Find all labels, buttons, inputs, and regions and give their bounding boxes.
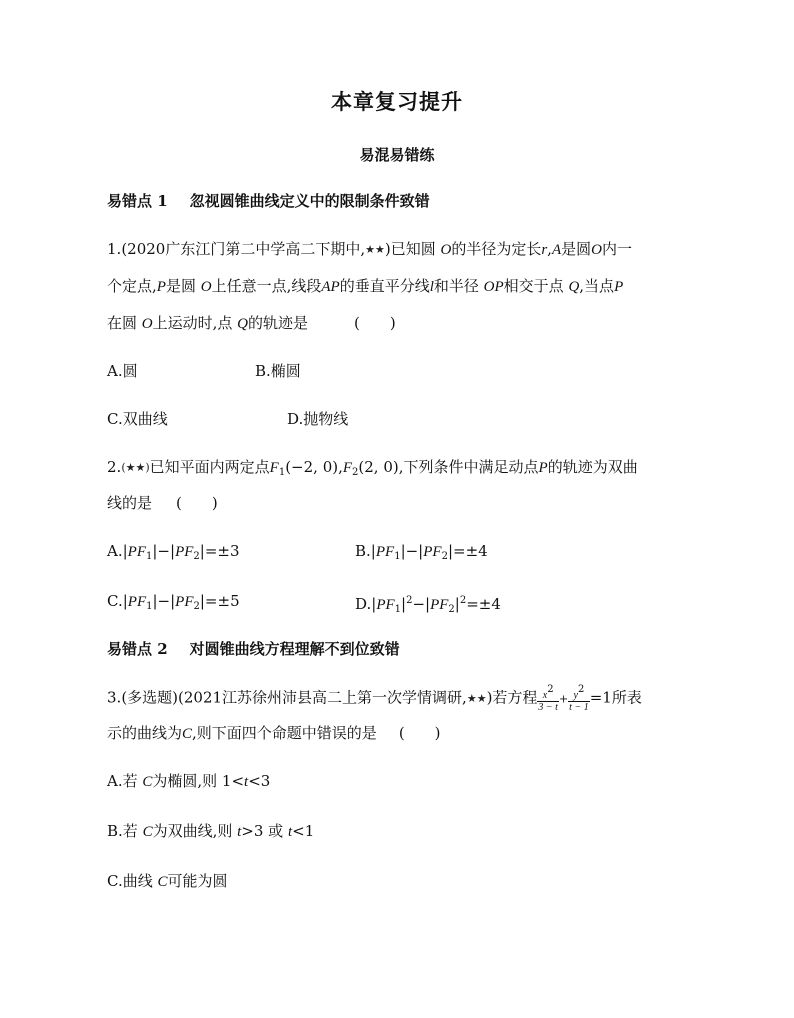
difficulty-stars-icon: (★★): [121, 461, 150, 474]
q2-option-b: $B.|PF_1|-|PF_2|=\pm 4$: [355, 542, 488, 562]
answer-paren: ( ): [354, 314, 396, 332]
q1-option-c: C.双曲线: [107, 410, 168, 428]
section-heading-2: [107, 638, 400, 659]
q3-line-2: 示的曲线为C,则下面四个命题中错误的是 ( ): [107, 724, 441, 742]
q3-option-a: A.若 C为椭圆,则 1<t<3: [107, 772, 271, 790]
difficulty-stars-icon: ★★: [466, 691, 487, 705]
fraction-y: $\frac{y2}{t - 1}$: [569, 684, 589, 713]
q3-option-b: B.若 C为双曲线,则 t>3 或 t<1: [107, 822, 315, 840]
q1-option-d: D.抛物线: [287, 410, 349, 428]
q2-line-2: 线的是 ( ): [107, 494, 218, 512]
q1-option-b: B.椭圆: [255, 362, 301, 380]
q2-line-1: 2.(★★)已知平面内两定点$F_1(-2$, $0),F_2(2$, 0),下列条件中满足动点P的轨迹为双曲: [107, 458, 638, 478]
q3-option-c: C.曲线 C可能为圆: [107, 872, 228, 890]
answer-paren: ( ): [176, 494, 218, 512]
q3-line-1: 3.(多选题)(2021江苏徐州沛县高二上第一次学情调研,★★)若方程 $\frac{x2}{3 - t}$ + $\frac{y2}{t - 1}$ =1所表: [107, 684, 642, 713]
difficulty-stars-icon: ★★: [365, 243, 385, 256]
q2-option-d: $D.|PF_1|^2-|PF_2|^2=\pm 4$: [355, 595, 501, 615]
section-heading-1: [107, 190, 430, 211]
page-subtitle: 易混易错练: [359, 146, 435, 164]
q1-line-3: 在圆 O上运动时,点 Q的轨迹是 ( ): [107, 314, 396, 332]
q1-line-1: 1.(2020广东江门第二中学高二下期中,★★)已知圆 O的半径为定长r,A是圆O内一: [107, 238, 632, 262]
section-text: 忽视圆锥曲线定义中的限制条件致错: [189, 192, 430, 210]
q2-option-a: $A.|PF_1|-|PF_2|=\pm 3$: [107, 542, 240, 562]
q1-option-a: A.圆: [107, 362, 138, 380]
page-title: 本章复习提升: [331, 89, 463, 114]
fraction-x: $\frac{x2}{3 - t}$: [538, 684, 558, 713]
q2-option-c: $C.|PF_1|-|PF_2|=\pm 5$: [107, 592, 240, 612]
q1-line-2: 个定点,P是圆 O上任意一点,线段AP的垂直平分线l和半径 OP相交于点 Q,当点P: [107, 277, 624, 295]
section-tag: 易错点 2: [107, 640, 168, 658]
section-tag: 易错点 1: [107, 192, 168, 210]
section-text: 对圆锥曲线方程理解不到位致错: [189, 640, 400, 658]
answer-paren: ( ): [398, 724, 441, 742]
